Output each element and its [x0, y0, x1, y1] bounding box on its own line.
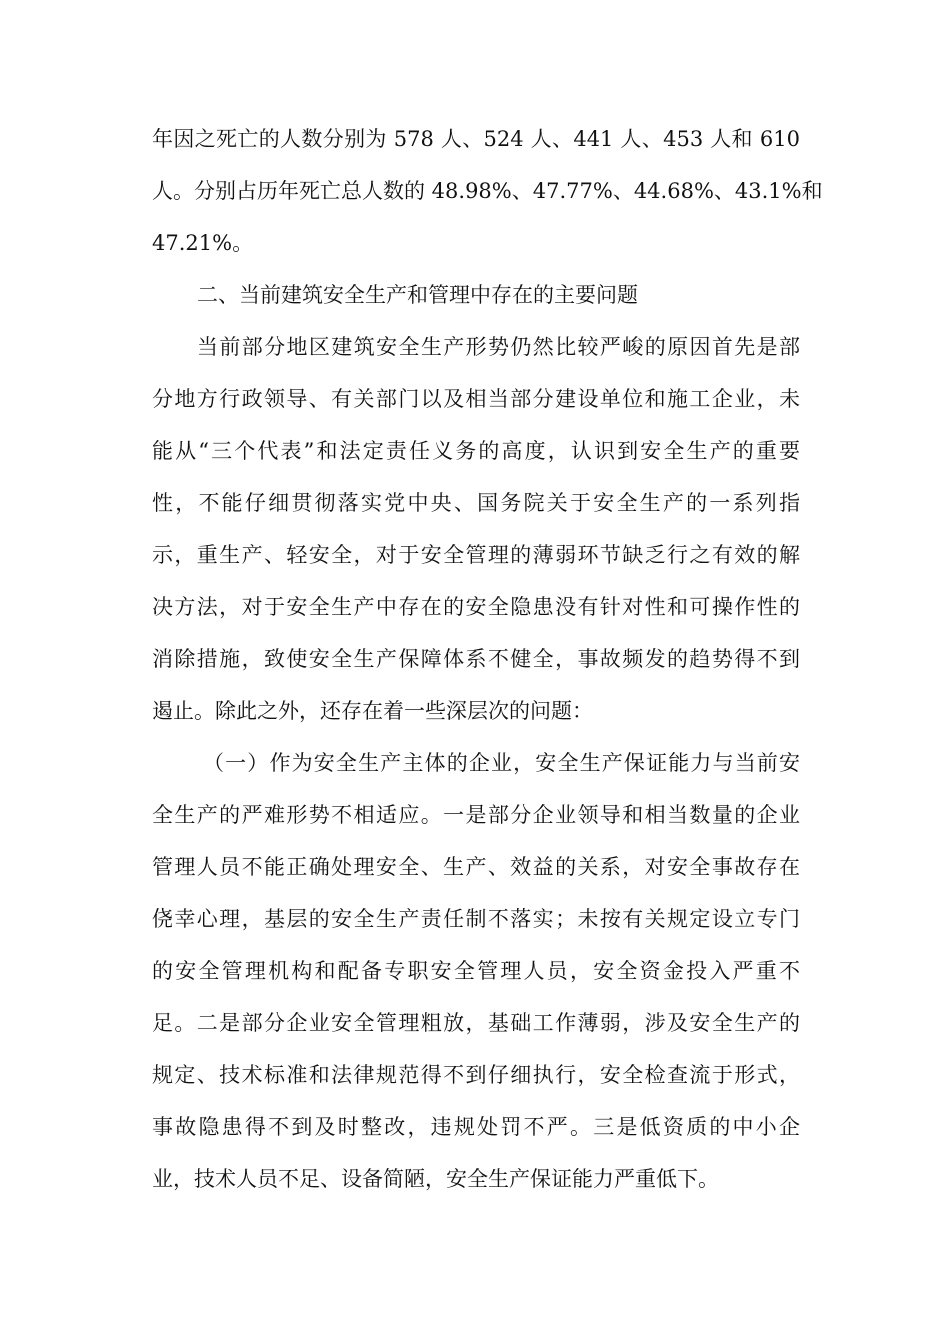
paragraph-line: 的安全管理机构和配备专职安全管理人员，安全资金投入严重不	[152, 959, 800, 983]
paragraph-line: 47.21%。	[152, 231, 254, 255]
paragraph-line: 侥幸心理，基层的安全生产责任制不落实；未按有关规定设立专门	[152, 907, 800, 931]
paragraph-line: 能从“三个代表”和法定责任义务的高度，认识到安全生产的重要	[152, 439, 800, 463]
paragraph-line: 人。分别占历年死亡总人数的 48.98%、47.77%、44.68%、43.1%和	[152, 179, 823, 203]
paragraph-line: （一）作为安全生产主体的企业，安全生产保证能力与当前安	[203, 751, 800, 775]
paragraph-line: 规定、技术标准和法律规范得不到仔细执行，安全检查流于形式，	[152, 1063, 800, 1087]
document-body	[152, 113, 823, 1205]
paragraph-line: 管理人员不能正确处理安全、生产、效益的关系，对安全事故存在	[152, 855, 800, 879]
paragraph-line: 消除措施，致使安全生产保障体系不健全，事故频发的趋势得不到	[152, 647, 800, 671]
paragraph-line: 事故隐患得不到及时整改，违规处罚不严。三是低资质的中小企	[152, 1115, 800, 1139]
paragraph-line: 当前部分地区建筑安全生产形势仍然比较严峻的原因首先是部	[197, 335, 800, 359]
paragraph-line: 性，不能仔细贯彻落实党中央、国务院关于安全生产的一系列指	[152, 491, 800, 515]
paragraph-line: 示，重生产、轻安全，对于安全管理的薄弱环节缺乏行之有效的解	[152, 543, 800, 567]
section-heading: 二、当前建筑安全生产和管理中存在的主要问题	[197, 283, 638, 307]
paragraph-line: 年因之死亡的人数分别为 578 人、524 人、441 人、453 人和 610	[152, 127, 800, 151]
paragraph-line: 足。二是部分企业安全管理粗放，基础工作薄弱，涉及安全生产的	[152, 1011, 800, 1035]
paragraph-line: 全生产的严难形势不相适应。一是部分企业领导和相当数量的企业	[152, 803, 800, 827]
paragraph-line: 业，技术人员不足、设备简陋，安全生产保证能力严重低下。	[152, 1167, 719, 1191]
paragraph-line: 分地方行政领导、有关部门以及相当部分建设单位和施工企业，未	[152, 387, 800, 411]
paragraph-line: 遏止。除此之外，还存在着一些深层次的问题：	[152, 699, 593, 723]
paragraph-line: 决方法，对于安全生产中存在的安全隐患没有针对性和可操作性的	[152, 595, 800, 619]
